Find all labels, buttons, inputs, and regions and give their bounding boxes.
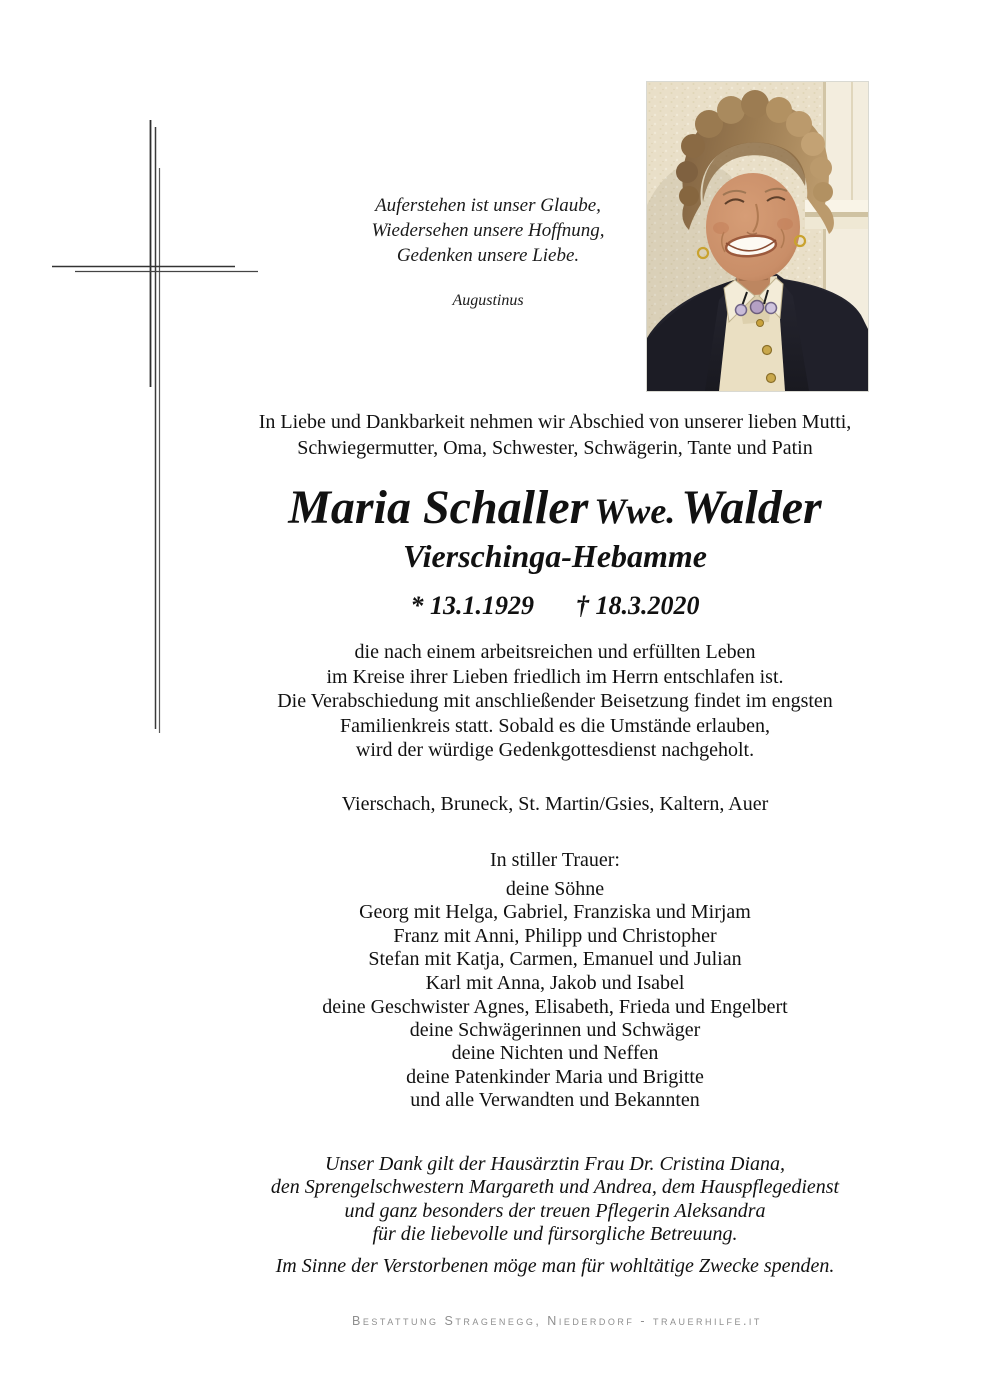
announcement-line: die nach einem arbeitsreichen und erfüllten Leben [354, 641, 756, 663]
mourner-line: deine Schwägerinnen und Schwäger [409, 1019, 701, 1042]
birth-date: * 13.1.1929 [410, 591, 534, 620]
mourner-line: deine Söhne [505, 878, 605, 900]
announcement-line: Die Verabschiedung mit anschließender Beisetzung findet im engsten [277, 690, 833, 712]
quote-line: Wiedersehen unsere Hoffnung, [371, 220, 605, 241]
deceased-name [128, 482, 982, 537]
thanks-line: den Sprengelschwestern Margareth und Andrea, dem Hauspflegedienst [270, 1176, 840, 1199]
intro-line: Schwiegermutter, Oma, Schwester, Schwägerin, Tante und Patin [297, 437, 813, 459]
mourner-line: Franz mit Anni, Philipp und Christopher [393, 924, 717, 947]
mourner-line: Stefan mit Katja, Carmen, Emanuel und Julian [368, 948, 742, 971]
mourner-line: Georg mit Helga, Gabriel, Franziska und Mirjam [359, 901, 751, 924]
memorial-quote [288, 193, 688, 268]
deceased-name-widow: Wwe. [594, 491, 676, 531]
announcement-line: Familienkreis statt. Sobald es die Umstände erlauben, [340, 714, 770, 737]
mourner-line: deine Patenkinder Maria und Brigitte [406, 1065, 704, 1088]
mourners-group-relatives [128, 996, 982, 1112]
mourner-line: deine Nichten und Neffen [451, 1042, 659, 1065]
donation-note: Im Sinne der Verstorbenen möge man für wohltätige Zwecke spenden. [275, 1255, 835, 1277]
thanks-paragraph [128, 1153, 982, 1247]
footer-publisher [132, 1314, 982, 1328]
announcement-paragraph [128, 640, 982, 763]
quote-line: Gedenken unsere Liebe. [396, 245, 580, 266]
intro-line: In Liebe und Dankbarkeit nehmen wir Abschied von unserer lieben Mutti, [258, 411, 852, 433]
deceased-nickname: Vierschinga-Hebamme [403, 538, 707, 574]
mourner-line: und alle Verwandten und Bekannten [410, 1088, 700, 1111]
announcement-line: wird der würdige Gedenkgottesdienst nachgeholt. [355, 739, 755, 761]
quote-attribution: Augustinus [452, 292, 524, 309]
quote-line: Auferstehen ist unser Glaube, [375, 195, 601, 216]
thanks-line: für die liebevolle und fürsorgliche Betreuung. [372, 1223, 738, 1246]
life-dates [128, 592, 982, 620]
deceased-name-last: Walder [681, 481, 822, 534]
death-date: † 18.3.2020 [576, 591, 700, 620]
thanks-line: Unser Dank gilt der Hausärztin Frau Dr. Cristina Diana, [324, 1153, 786, 1175]
mourners-group-sons [128, 878, 982, 995]
mourner-line: Karl mit Anna, Jakob und Isabel [425, 971, 685, 994]
announcement-line: im Kreise ihrer Lieben friedlich im Herrn entschlafen ist. [326, 665, 784, 688]
places-line: Vierschach, Bruneck, St. Martin/Gsies, Kaltern, Auer [341, 793, 769, 815]
footer-text: Bestattung Stragenegg, Niederdorf - trauerhilfe.it [352, 1314, 762, 1328]
thanks-line: und ganz besonders der treuen Pflegerin Aleksandra [344, 1199, 766, 1222]
mourning-heading: In stiller Trauer: [490, 849, 620, 871]
deceased-name-first: Maria Schaller [288, 481, 589, 534]
intro-text [128, 409, 982, 461]
mourner-line: deine Geschwister Agnes, Elisabeth, Frieda und Engelbert [322, 996, 788, 1018]
